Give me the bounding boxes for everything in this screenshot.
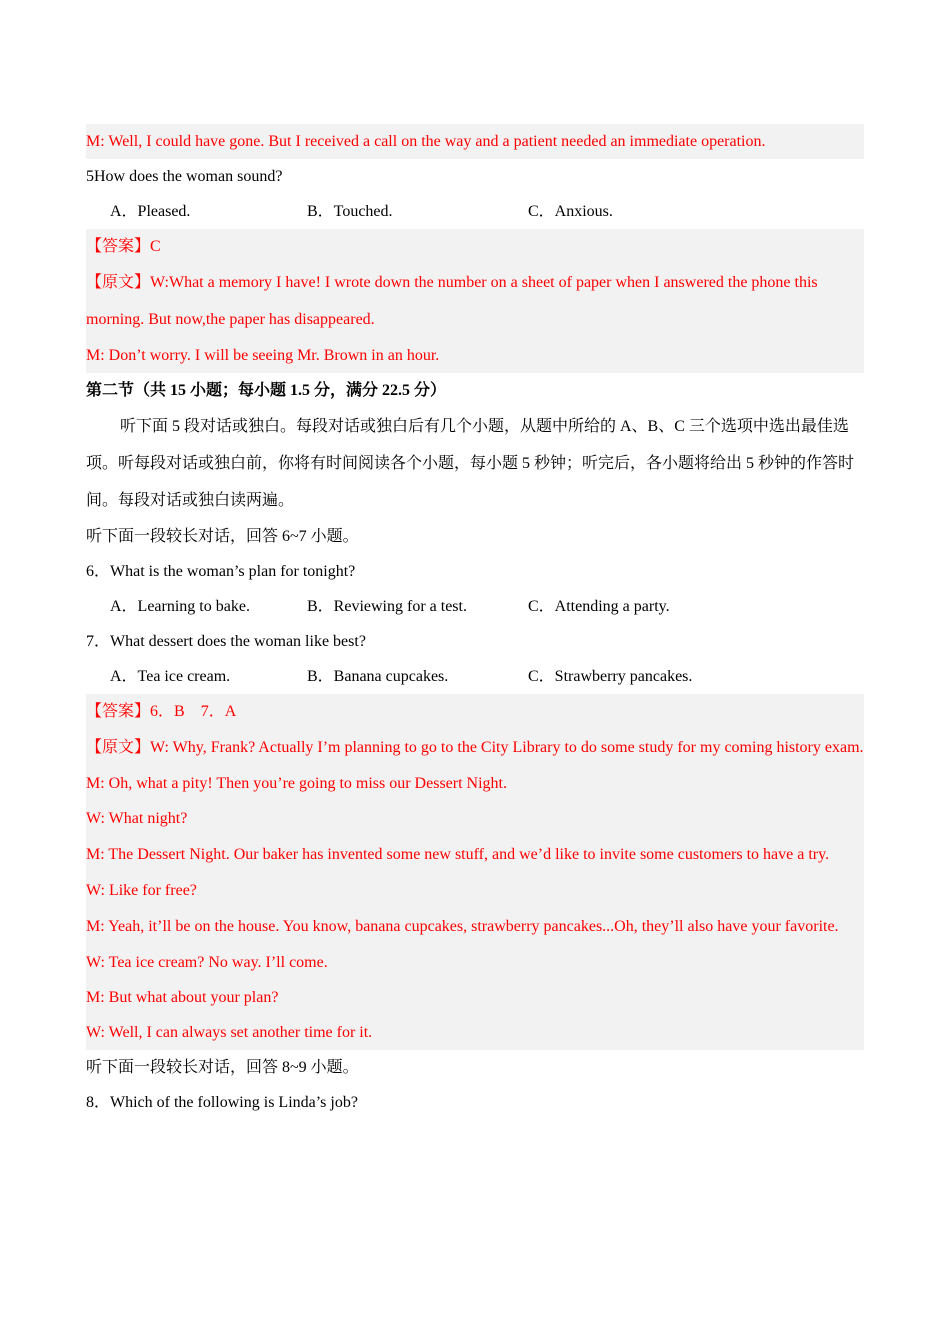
answer-value: 6．B 7．A — [150, 703, 237, 720]
question-6-options — [86, 589, 864, 624]
answer-block-5 — [86, 229, 864, 373]
answer-tag: 【答案】 — [86, 703, 151, 720]
transcript-line: 【原文】W:What a memory I have! I wrote down the number on a sheet of paper when I answered the phone this morning. But now,the paper has disappeared. — [86, 274, 818, 328]
answer-block-6-7 — [86, 694, 864, 1050]
question-8: 8．Which of the following is Linda’s job? — [86, 1094, 358, 1111]
transcript-tag: 【原文】 — [86, 274, 151, 291]
answer-tag: 【答案】 — [86, 238, 151, 255]
option-c: C．Anxious. — [528, 203, 613, 220]
transcript-line: W: Well, I can always set another time for it. — [86, 1024, 373, 1041]
dialogue-intro: 听下面一段较长对话，回答 6~7 小题。 — [86, 528, 359, 545]
transcript-line: M: Yeah, it’ll be on the house. You know, banana cupcakes, strawberry pancakes...Oh, they’ll also have your favorite. — [86, 918, 839, 935]
question-5: 5How does the woman sound? — [86, 168, 283, 185]
transcript-line: M: The Dessert Night. Our baker has invented some new stuff, and we’d like to invite some customers to have a try. — [86, 846, 830, 863]
transcript-line: W: Tea ice cream? No way. I’ll come. — [86, 954, 328, 971]
transcript-line: W: What night? — [86, 810, 188, 827]
option-b: B．Touched. — [307, 203, 393, 220]
question-7-options — [86, 659, 864, 694]
answer-line — [86, 229, 864, 264]
section-heading: 第二节（共 15 小题；每小题 1.5 分，满分 22.5 分） — [86, 382, 447, 399]
option-b: B．Banana cupcakes. — [307, 668, 449, 685]
option-c: C．Strawberry pancakes. — [528, 668, 693, 685]
option-a: A．Pleased. — [110, 203, 191, 220]
transcript-line: M: But what about your plan? — [86, 989, 279, 1006]
transcript-line: M: Don’t worry. I will be seeing Mr. Brown in an hour. — [86, 347, 440, 364]
answer-value: C — [150, 238, 161, 255]
option-a: A．Learning to bake. — [110, 598, 250, 615]
transcript-line: 【原文】W: Why, Frank? Actually I’m planning to go to the City Library to do some study for my coming history exam. — [86, 739, 864, 756]
transcript-tag: 【原文】 — [86, 739, 151, 756]
question-6: 6．What is the woman’s plan for tonight? — [86, 563, 356, 580]
option-b: B．Reviewing for a test. — [307, 598, 467, 615]
transcript-line: W: Like for free? — [86, 882, 197, 899]
question-5-options — [86, 194, 864, 229]
option-a: A．Tea ice cream. — [110, 668, 231, 685]
section-instructions: 听下面 5 段对话或独白。每段对话或独白后有几个小题，从题中所给的 A、B、C 三个选项中选出最佳选项。听每段对话或独白前，你将有时间阅读各个小题，每小题 5 秒钟；听完后，各小题将给出 5 秒钟的作答时间。每段对话或独白读两遍。 — [86, 418, 855, 509]
answer-line — [86, 694, 864, 729]
question-7: 7．What dessert does the woman like best? — [86, 633, 366, 650]
transcript-line: M: Oh, what a pity! Then you’re going to miss our Dessert Night. — [86, 775, 507, 792]
option-c: C．Attending a party. — [528, 598, 670, 615]
dialogue-line: M: Well, I could have gone. But I received a call on the way and a patient needed an immediate operation. — [86, 124, 864, 159]
document-page — [86, 124, 864, 1120]
dialogue-intro: 听下面一段较长对话，回答 8~9 小题。 — [86, 1059, 359, 1076]
